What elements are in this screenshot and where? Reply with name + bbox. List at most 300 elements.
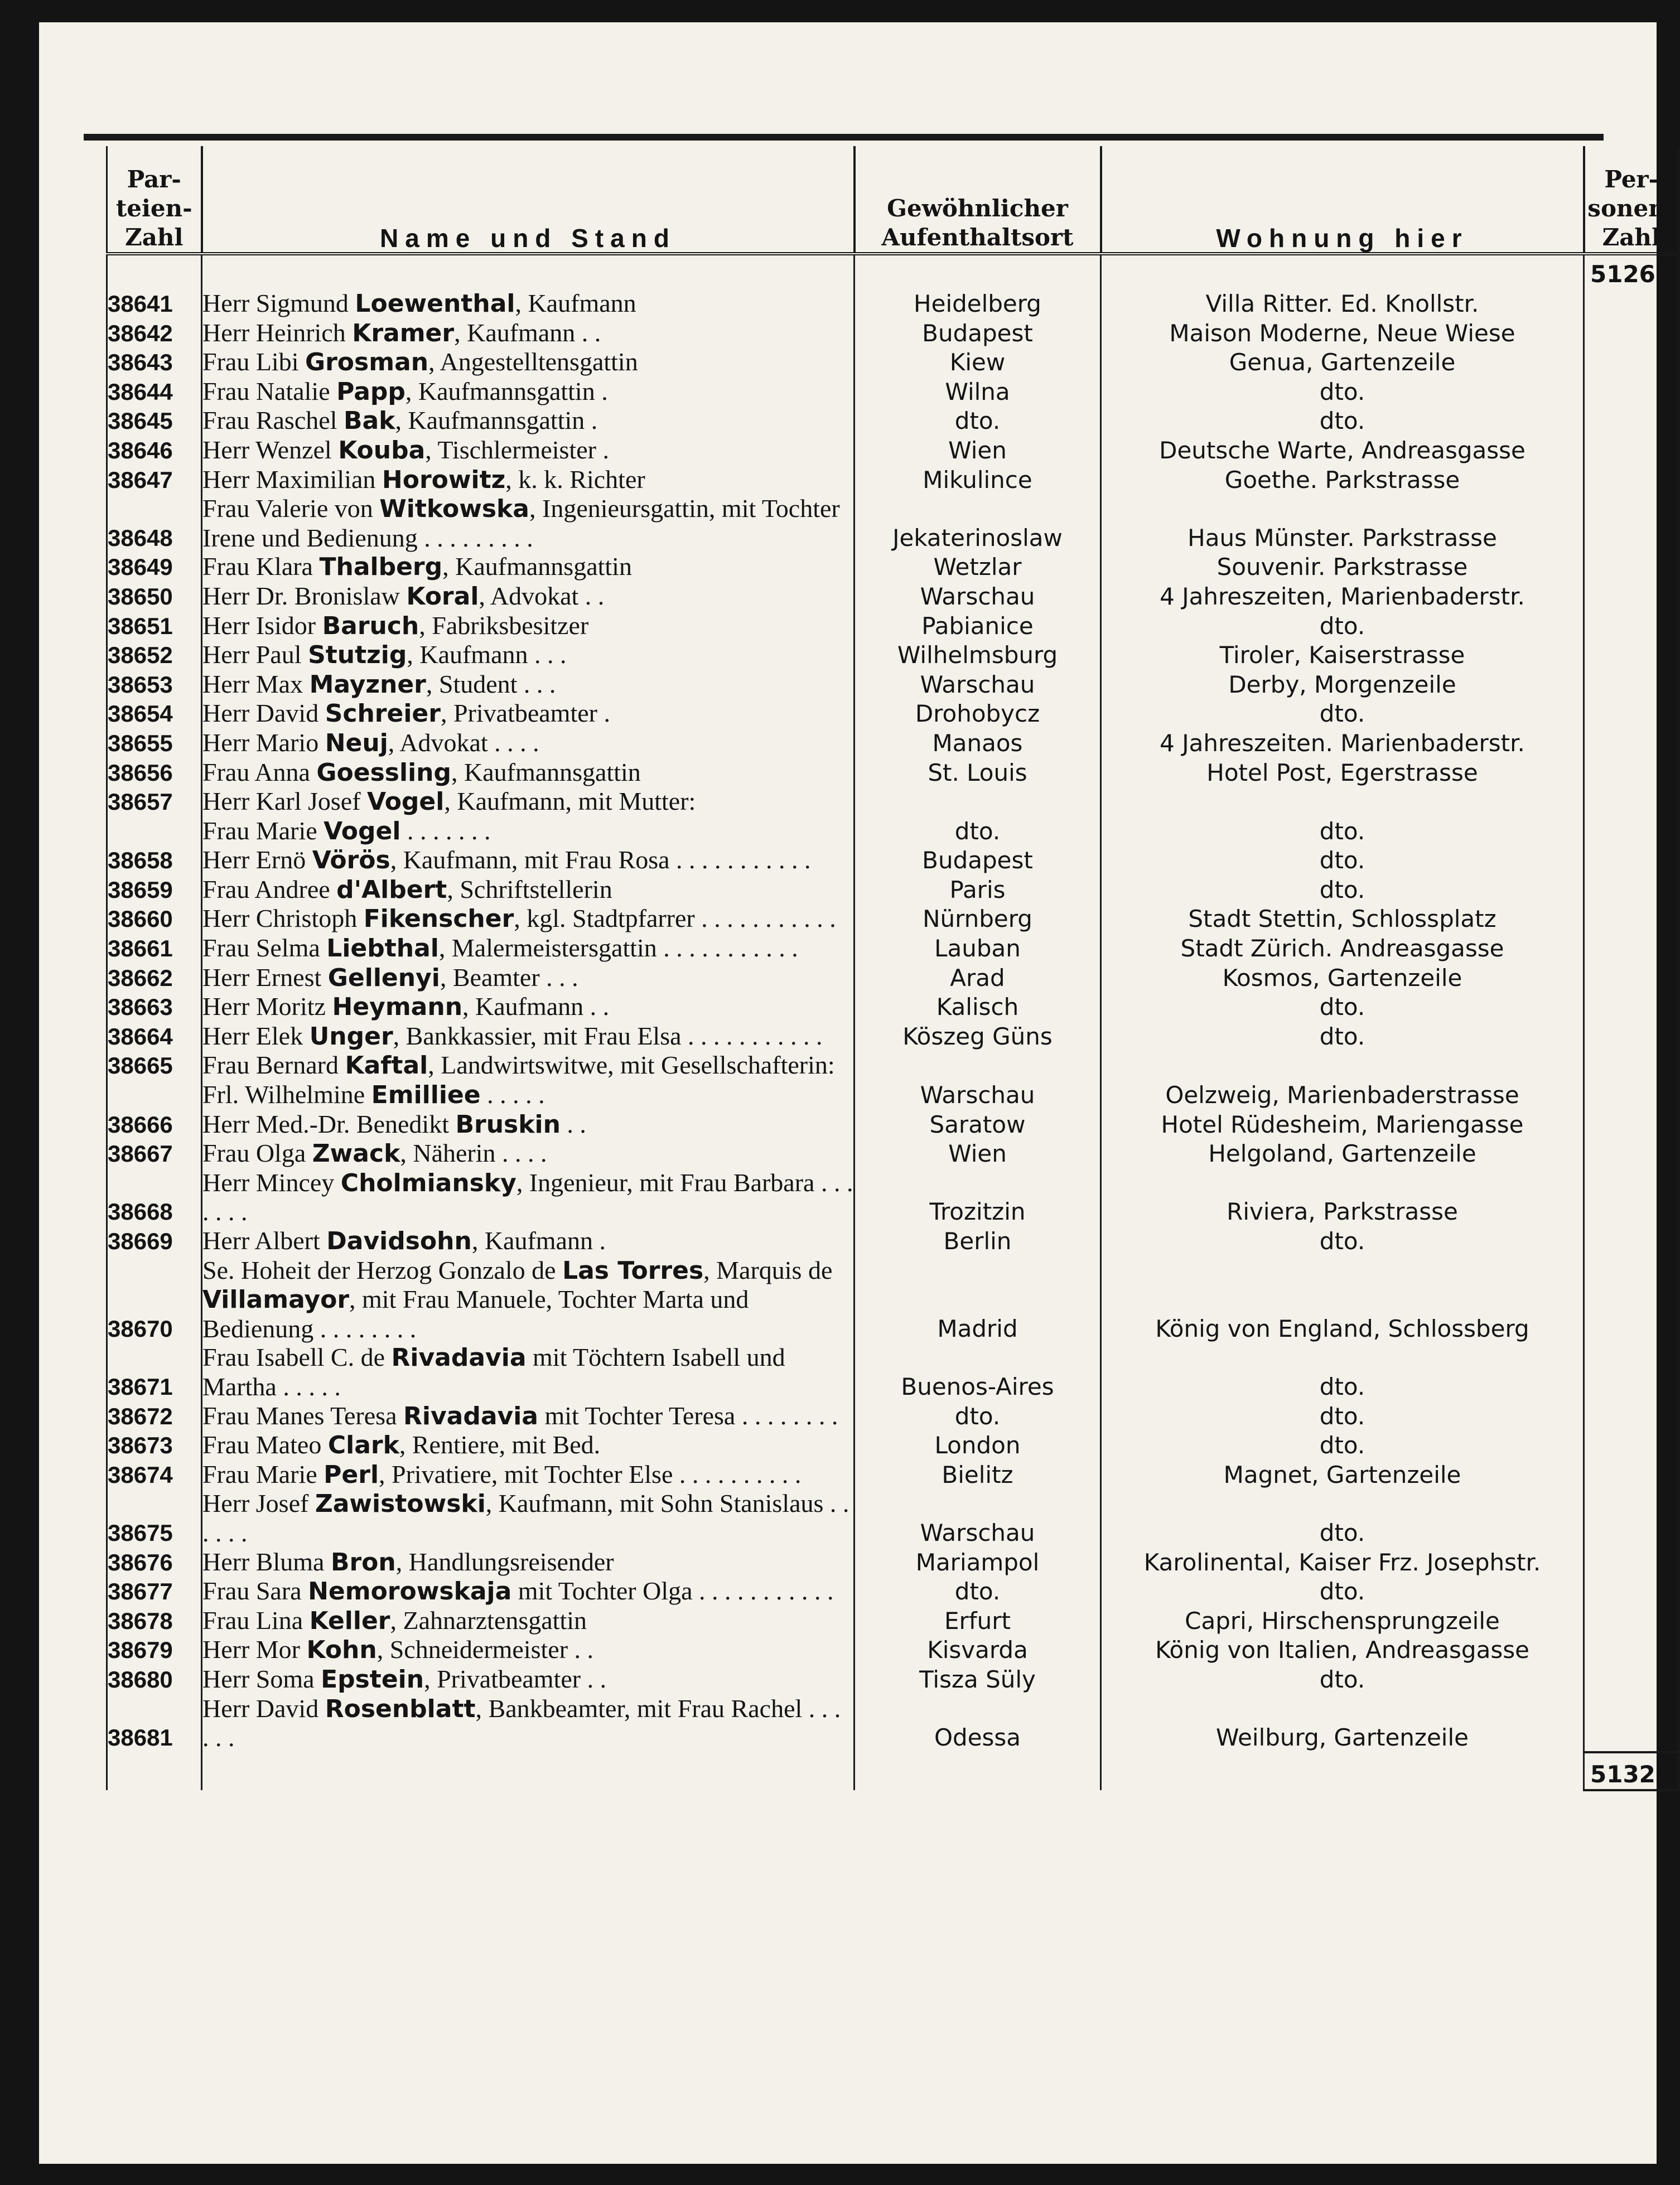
- surname: Las Torres: [562, 1256, 704, 1285]
- persons-count: 1: [1584, 1548, 1679, 1577]
- name-and-status: [202, 347, 855, 377]
- local-lodging: dto.: [1101, 1430, 1584, 1460]
- local-lodging: König von Italien, Andreasgasse: [1101, 1635, 1584, 1665]
- name-text: Frl. Wilhelmine: [202, 1080, 371, 1109]
- table-row: [107, 1430, 1679, 1460]
- name-and-status: [202, 1635, 855, 1665]
- local-lodging: dto.: [1101, 992, 1584, 1022]
- carry-over-row: [107, 254, 1679, 289]
- name-text: , Kaufmann, mit Sohn Stanislaus . . . . . .: [202, 1489, 849, 1547]
- guest-list-table: [106, 146, 1679, 1791]
- name-text: mit Töchtern Isabell und Martha . . . . .: [202, 1343, 785, 1401]
- local-lodging: [1101, 787, 1584, 816]
- name-and-status: [202, 465, 855, 495]
- party-number: 38660: [107, 904, 202, 934]
- name-text: , Kaufmann, mit Mutter:: [444, 787, 696, 816]
- party-number: 38646: [107, 436, 202, 465]
- persons-count: 1: [1584, 582, 1679, 611]
- usual-residence: Lauban: [855, 934, 1101, 963]
- table-row: [107, 347, 1679, 377]
- usual-residence: Kiew: [855, 347, 1101, 377]
- name-and-status: [202, 816, 855, 846]
- name-text: Herr Karl Josef: [202, 787, 368, 816]
- name-text: Frau Klara: [202, 552, 320, 581]
- name-and-status: [202, 436, 855, 465]
- party-number: 38678: [107, 1606, 202, 1636]
- party-number: 38653: [107, 670, 202, 699]
- table-row: [107, 845, 1679, 875]
- table-row: [107, 406, 1679, 436]
- usual-residence: Wilna: [855, 377, 1101, 407]
- name-text: , Kaufmann . .: [462, 992, 610, 1021]
- local-lodging: Weilburg, Gartenzeile: [1101, 1694, 1584, 1752]
- name-text: , Fabriksbesitzer: [419, 611, 589, 640]
- local-lodging: Kosmos, Gartenzeile: [1101, 963, 1584, 993]
- name-text: Frau Sara: [202, 1577, 308, 1606]
- name-and-status: [202, 1606, 855, 1636]
- name-text: Frau Olga: [202, 1139, 312, 1168]
- surname: Kramer: [352, 318, 455, 347]
- persons-count: 4: [1584, 1256, 1679, 1343]
- party-number: [107, 816, 202, 846]
- party-number: 38663: [107, 992, 202, 1022]
- table-row: [107, 992, 1679, 1022]
- persons-count: [1584, 1051, 1679, 1080]
- name-text: Herr Mincey: [202, 1168, 341, 1197]
- table-row: [107, 1635, 1679, 1665]
- table-row: [107, 1489, 1679, 1547]
- usual-residence: Bielitz: [855, 1460, 1101, 1490]
- usual-residence: Warschau: [855, 1080, 1101, 1110]
- name-text: Frau Marie: [202, 816, 324, 845]
- surname: Witkowska: [379, 495, 529, 524]
- name-text: , Näherin . . . .: [400, 1139, 547, 1168]
- party-number: 38650: [107, 582, 202, 611]
- usual-residence: Arad: [855, 963, 1101, 993]
- surname: d'Albert: [336, 875, 447, 904]
- persons-count: 1: [1584, 992, 1679, 1022]
- surname: Koral: [406, 582, 479, 611]
- surname: Emilliee: [371, 1081, 481, 1110]
- name-and-status: [202, 289, 855, 318]
- surname: Kohn: [306, 1636, 377, 1665]
- usual-residence: St. Louis: [855, 758, 1101, 787]
- party-number: 38656: [107, 758, 202, 787]
- surname: Davidsohn: [326, 1227, 472, 1255]
- party-number: 38681: [107, 1694, 202, 1752]
- usual-residence: Wetzlar: [855, 552, 1101, 582]
- name-text: , Kaufmann: [515, 289, 636, 317]
- carry-over-count: 51261: [1584, 254, 1679, 289]
- party-number: 38661: [107, 934, 202, 963]
- local-lodging: Oelzweig, Marienbaderstrasse: [1101, 1080, 1584, 1110]
- name-and-status: [202, 640, 855, 670]
- persons-count: 2: [1584, 816, 1679, 846]
- surname: Rivadavia: [403, 1401, 538, 1430]
- surname: Stutzig: [308, 641, 407, 670]
- party-number: 38671: [107, 1343, 202, 1401]
- name-text: , Kaufmann .: [471, 1226, 606, 1255]
- party-number: 38641: [107, 289, 202, 318]
- name-text: Herr David: [202, 1694, 325, 1723]
- name-text: Herr Albert: [202, 1226, 327, 1255]
- usual-residence: [855, 1051, 1101, 1080]
- persons-count: 1: [1584, 465, 1679, 495]
- name-text: Frau Natalie: [202, 376, 337, 405]
- name-text: Herr Sigmund: [202, 289, 355, 317]
- table-row: [107, 1080, 1679, 1110]
- surname: Zawistowski: [315, 1490, 486, 1519]
- name-text: Herr Mor: [202, 1635, 307, 1664]
- name-text: , Kaufmannsgattin .: [395, 406, 598, 435]
- party-number: 38645: [107, 406, 202, 436]
- local-lodging: Deutsche Warte, Andreasgasse: [1101, 436, 1584, 465]
- name-and-status: [202, 670, 855, 699]
- name-and-status: [202, 582, 855, 611]
- local-lodging: dto.: [1101, 845, 1584, 875]
- persons-count: 1: [1584, 640, 1679, 670]
- usual-residence: Odessa: [855, 1694, 1101, 1752]
- name-text: Herr Wenzel: [202, 435, 339, 464]
- persons-count: 2: [1584, 1401, 1679, 1431]
- name-text: , Bankkassier, mit Frau Elsa . . . . . . . . . . .: [393, 1021, 823, 1050]
- party-number: 38679: [107, 1635, 202, 1665]
- persons-count: 1: [1584, 1635, 1679, 1665]
- party-number: 38673: [107, 1430, 202, 1460]
- table-row: [107, 1460, 1679, 1490]
- name-text: Herr Dr. Bronislaw: [202, 581, 407, 610]
- local-lodging: dto.: [1101, 816, 1584, 846]
- table-row: [107, 728, 1679, 758]
- usual-residence: Erfurt: [855, 1606, 1101, 1636]
- name-text: Frau Marie: [202, 1459, 324, 1488]
- name-text: Herr Josef: [202, 1489, 315, 1518]
- surname: Thalberg: [319, 553, 443, 582]
- name-and-status: [202, 318, 855, 348]
- name-text: , Schneidermeister . .: [376, 1635, 594, 1664]
- name-and-status: [202, 1051, 855, 1080]
- table-row: [107, 640, 1679, 670]
- name-text: Herr Bluma: [202, 1547, 331, 1576]
- party-number: 38654: [107, 699, 202, 728]
- table-row: [107, 787, 1679, 816]
- party-number: 38666: [107, 1110, 202, 1139]
- usual-residence: Mikulince: [855, 465, 1101, 495]
- persons-count: 1: [1584, 1110, 1679, 1139]
- name-and-status: [202, 1548, 855, 1577]
- local-lodging: Goethe. Parkstrasse: [1101, 465, 1584, 495]
- local-lodging: dto.: [1101, 1226, 1584, 1256]
- party-number: 38662: [107, 963, 202, 993]
- name-and-status: [202, 1022, 855, 1051]
- surname: Perl: [324, 1460, 379, 1489]
- party-number: 38670: [107, 1256, 202, 1343]
- local-lodging: 4 Jahreszeiten, Marienbaderstr.: [1101, 582, 1584, 611]
- table-row: [107, 963, 1679, 993]
- table-row: [107, 552, 1679, 582]
- usual-residence: London: [855, 1430, 1101, 1460]
- name-and-status: [202, 1401, 855, 1431]
- local-lodging: [1101, 1051, 1584, 1080]
- name-text: Herr Christoph: [202, 904, 364, 933]
- table-row: [107, 1168, 1679, 1226]
- persons-count: 1: [1584, 436, 1679, 465]
- table-row: [107, 1577, 1679, 1606]
- surname: Vogel: [324, 816, 401, 845]
- usual-residence: Trozitzin: [855, 1168, 1101, 1226]
- name-text: , Tischlermeister .: [425, 435, 609, 464]
- surname: Bron: [330, 1548, 396, 1577]
- persons-count: 1: [1584, 1139, 1679, 1168]
- surname: Rivadavia: [391, 1343, 527, 1372]
- table-row: [107, 1343, 1679, 1401]
- local-lodging: Genua, Gartenzeile: [1101, 347, 1584, 377]
- party-number: 38665: [107, 1051, 202, 1080]
- persons-count: 1: [1584, 934, 1679, 963]
- name-text: Herr Paul: [202, 640, 308, 669]
- name-text: Frau Isabell C. de: [202, 1343, 392, 1372]
- surname: Goessling: [316, 758, 451, 787]
- name-and-status: [202, 1665, 855, 1694]
- table-row: [107, 1665, 1679, 1694]
- name-text: Herr Ernö: [202, 845, 312, 874]
- persons-count: 1: [1584, 289, 1679, 318]
- local-lodging: Villa Ritter. Ed. Knollstr.: [1101, 289, 1584, 318]
- usual-residence: Wilhelmsburg: [855, 640, 1101, 670]
- table-row: [107, 582, 1679, 611]
- local-lodging: Karolinental, Kaiser Frz. Josephstr.: [1101, 1548, 1584, 1577]
- name-text: mit Tochter Teresa . . . . . . . .: [538, 1401, 838, 1430]
- local-lodging: dto.: [1101, 1665, 1584, 1694]
- surname: Papp: [336, 377, 405, 406]
- party-number: 38657: [107, 787, 202, 816]
- name-text: , Rentiere, mit Bed.: [399, 1430, 601, 1459]
- usual-residence: Madrid: [855, 1256, 1101, 1343]
- surname: Bruskin: [455, 1110, 561, 1139]
- name-text: Herr Mario: [202, 728, 325, 757]
- name-text: , Handlungsreisender: [395, 1547, 614, 1576]
- table-row: [107, 318, 1679, 348]
- name-and-status: [202, 963, 855, 993]
- surname: Schreier: [325, 699, 441, 728]
- surname: Mayzner: [309, 670, 426, 699]
- party-number: 38658: [107, 845, 202, 875]
- party-number: 38675: [107, 1489, 202, 1547]
- usual-residence: dto.: [855, 1577, 1101, 1606]
- party-number: 38672: [107, 1401, 202, 1431]
- name-text: mit Tochter Olga . . . . . . . . . . .: [511, 1577, 834, 1606]
- table-row: [107, 1051, 1679, 1080]
- name-text: Frau Mateo: [202, 1430, 328, 1459]
- surname: Heymann: [332, 993, 463, 1022]
- surname: Gellenyi: [327, 963, 440, 992]
- table-row: [107, 875, 1679, 905]
- table-row: [107, 934, 1679, 963]
- local-lodging: dto.: [1101, 1343, 1584, 1401]
- persons-count: 1: [1584, 347, 1679, 377]
- header-aufenthaltsort: Gewöhnlicher Aufenthaltsort: [855, 146, 1101, 254]
- local-lodging: Magnet, Gartenzeile: [1101, 1460, 1584, 1490]
- persons-count: 1: [1584, 963, 1679, 993]
- local-lodging: Souvenir. Parkstrasse: [1101, 552, 1584, 582]
- name-text: , Student . . .: [426, 669, 556, 698]
- party-number: 38676: [107, 1548, 202, 1577]
- local-lodging: dto.: [1101, 377, 1584, 407]
- local-lodging: dto.: [1101, 875, 1584, 905]
- name-and-status: [202, 1080, 855, 1110]
- surname: Vörös: [312, 846, 390, 875]
- name-text: , Kaufmann . .: [454, 318, 601, 347]
- persons-count: 1: [1584, 611, 1679, 641]
- persons-count: 1: [1584, 875, 1679, 905]
- persons-count: 1: [1584, 406, 1679, 436]
- local-lodging: Riviera, Parkstrasse: [1101, 1168, 1584, 1226]
- usual-residence: Manaos: [855, 728, 1101, 758]
- name-and-status: [202, 1139, 855, 1168]
- name-and-status: [202, 1168, 855, 1226]
- name-and-status: [202, 787, 855, 816]
- name-text: Frau Andree: [202, 874, 337, 903]
- name-text: , Kaufmann, mit Frau Rosa . . . . . . . . . . .: [390, 845, 811, 874]
- local-lodging: Haus Münster. Parkstrasse: [1101, 494, 1584, 552]
- name-and-status: [202, 611, 855, 641]
- header-row: [107, 146, 1679, 254]
- local-lodging: Tiroler, Kaiserstrasse: [1101, 640, 1584, 670]
- name-and-status: [202, 699, 855, 728]
- name-text: , Landwirtswitwe, mit Gesellschafterin:: [428, 1051, 835, 1080]
- name-text: Frau Selma: [202, 934, 327, 963]
- persons-count: 1: [1584, 318, 1679, 348]
- name-text: Frau Bernard: [202, 1051, 345, 1080]
- table-row: [107, 465, 1679, 495]
- party-number: 38669: [107, 1226, 202, 1256]
- local-lodging: Maison Moderne, Neue Wiese: [1101, 318, 1584, 348]
- name-text: , Privatbeamter .: [440, 699, 610, 728]
- name-text: , Angestelltensgattin: [428, 347, 638, 376]
- persons-count: 1: [1584, 728, 1679, 758]
- usual-residence: Köszeg Güns: [855, 1022, 1101, 1051]
- name-text: , Advokat . .: [479, 581, 605, 610]
- name-and-status: [202, 406, 855, 436]
- party-number: 38643: [107, 347, 202, 377]
- table-row: [107, 436, 1679, 465]
- local-lodging: 4 Jahreszeiten. Marienbaderstr.: [1101, 728, 1584, 758]
- party-number: 38649: [107, 552, 202, 582]
- surname: Bak: [343, 407, 395, 436]
- persons-count: 2: [1584, 1577, 1679, 1606]
- name-text: , k. k. Richter: [505, 465, 645, 494]
- usual-residence: Heidelberg: [855, 289, 1101, 318]
- usual-residence: Warschau: [855, 582, 1101, 611]
- table-row: [107, 699, 1679, 728]
- name-text: Herr Maximilian: [202, 465, 382, 494]
- table-row: [107, 904, 1679, 934]
- local-lodging: Stadt Stettin, Schlossplatz: [1101, 904, 1584, 934]
- persons-count: 2: [1584, 845, 1679, 875]
- party-number: 38680: [107, 1665, 202, 1694]
- local-lodging: Capri, Hirschensprungzeile: [1101, 1606, 1584, 1636]
- persons-count: 1: [1584, 1665, 1679, 1694]
- persons-count: 2: [1584, 1460, 1679, 1490]
- persons-count: 1: [1584, 670, 1679, 699]
- name-text: Herr Elek: [202, 1021, 310, 1050]
- name-text: Frau Libi: [202, 347, 305, 376]
- surname: Keller: [309, 1606, 390, 1635]
- persons-count: 3: [1584, 494, 1679, 552]
- usual-residence: Berlin: [855, 1226, 1101, 1256]
- persons-count: 1: [1584, 377, 1679, 407]
- table-row: [107, 289, 1679, 318]
- name-text: , Malermeistersgattin . . . . . . . . . . .: [438, 934, 798, 963]
- name-text: , mit Frau Manuele, Tochter Marta und Bedienung . . . . . . . .: [202, 1285, 749, 1343]
- name-text: , Beamter . . .: [440, 963, 578, 992]
- surname: Unger: [309, 1022, 393, 1051]
- header-parteien-zahl: Par- teien- Zahl: [107, 146, 202, 254]
- usual-residence: Wien: [855, 1139, 1101, 1168]
- surname: Rosenblatt: [325, 1694, 476, 1723]
- name-text: Se. Hoheit der Herzog Gonzalo de: [202, 1255, 563, 1284]
- persons-count: 2: [1584, 1430, 1679, 1460]
- persons-count: 1: [1584, 904, 1679, 934]
- table-row: [107, 377, 1679, 407]
- name-text: , Kaufmannsgattin .: [405, 376, 608, 405]
- local-lodging: König von England, Schlossberg: [1101, 1256, 1584, 1343]
- usual-residence: Wien: [855, 436, 1101, 465]
- header-personen-zahl: Per- sonen- Zahl: [1584, 146, 1679, 254]
- party-number: 38677: [107, 1577, 202, 1606]
- name-text: , Kaufmannsgattin: [442, 552, 632, 581]
- name-and-status: [202, 845, 855, 875]
- party-number: 38674: [107, 1460, 202, 1490]
- name-text: , Zahnarztensgattin: [390, 1606, 587, 1635]
- top-rule: [84, 134, 1604, 141]
- name-text: , Bankbeamter, mit Frau Rachel . . . . . .: [202, 1694, 841, 1752]
- name-text: Herr Ernest: [202, 963, 328, 992]
- table-row: [107, 1256, 1679, 1343]
- name-text: Frau Valerie von: [202, 494, 380, 523]
- party-number: 38642: [107, 318, 202, 348]
- name-text: Herr Max: [202, 669, 310, 698]
- name-and-status: [202, 904, 855, 934]
- party-number: 38668: [107, 1168, 202, 1226]
- name-and-status: [202, 728, 855, 758]
- name-text: Frau Lina: [202, 1606, 310, 1635]
- usual-residence: dto.: [855, 406, 1101, 436]
- table-row: [107, 1694, 1679, 1752]
- persons-count: 2: [1584, 1022, 1679, 1051]
- table-row: [107, 758, 1679, 787]
- total-count: 51320: [1584, 1752, 1679, 1790]
- name-text: Herr Soma: [202, 1664, 321, 1693]
- name-text: Herr David: [202, 699, 325, 728]
- local-lodging: dto.: [1101, 1577, 1584, 1606]
- table-row: [107, 1548, 1679, 1577]
- usual-residence: Paris: [855, 875, 1101, 905]
- name-and-status: [202, 1110, 855, 1139]
- name-and-status: [202, 992, 855, 1022]
- usual-residence: Saratow: [855, 1110, 1101, 1139]
- persons-count: [1584, 787, 1679, 816]
- table-row: [107, 1110, 1679, 1139]
- local-lodging: Hotel Post, Egerstrasse: [1101, 758, 1584, 787]
- usual-residence: Pabianice: [855, 611, 1101, 641]
- name-and-status: [202, 552, 855, 582]
- usual-residence: dto.: [855, 1401, 1101, 1431]
- surname: Kouba: [338, 436, 426, 465]
- local-lodging: dto.: [1101, 1489, 1584, 1547]
- name-text: , Kaufmannsgattin: [451, 757, 641, 786]
- table-row: [107, 494, 1679, 552]
